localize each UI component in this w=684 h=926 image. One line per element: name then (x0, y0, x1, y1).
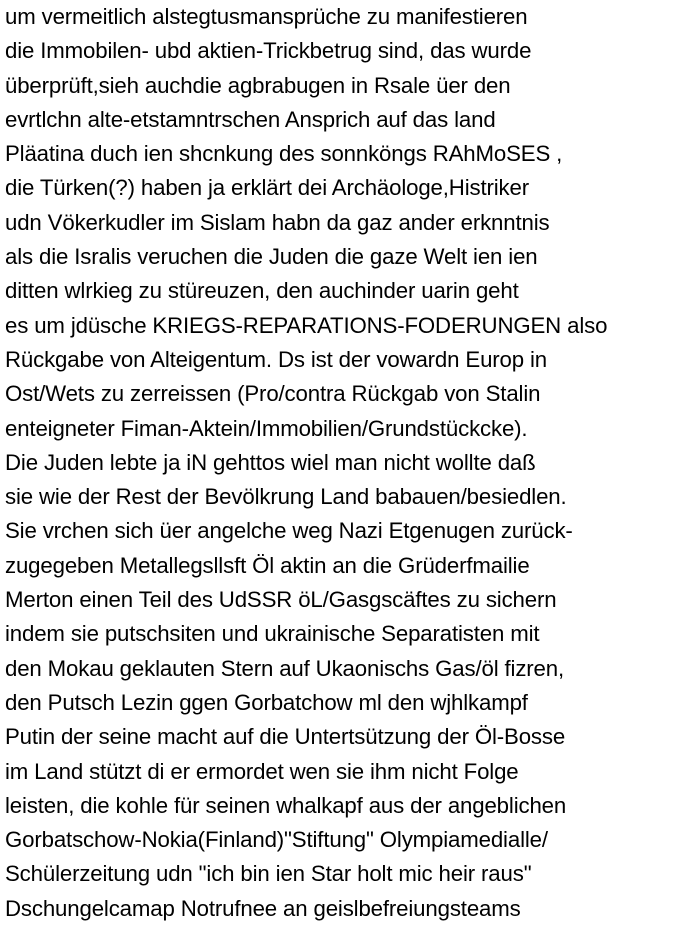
text-line: den Putsch Lezin ggen Gorbatchow ml den wjhlkampf (5, 689, 528, 715)
text-line: den Mokau geklauten Stern auf Ukaonischs Gas/öl fizren, (5, 655, 565, 681)
text-line: Merton einen Teil des UdSSR öL/Gasgscäftes zu sichern (5, 587, 557, 613)
text-line: sie wie der Rest der Bevölkrung Land babauen/besiedlen. (5, 484, 567, 510)
text-line: die Immobilen- ubd aktien-Trickbetrug sind, das wurde (5, 38, 532, 64)
text-line: Rückgabe von Alteigentum. Ds ist der vowardn Europ in (5, 346, 548, 372)
text-line: Pläatina duch ien shcnkung des sonnköngs RAhMoSES , (5, 141, 563, 167)
text-line: Ost/Wets zu zerreissen (Pro/contra Rückgab von Stalin (5, 381, 541, 407)
text-line: Schülerzeitung udn "ich bin ien Star holt mic heir raus" (5, 861, 532, 887)
text-line: leisten, die kohle für seinen whalkapf aus der angeblichen (5, 792, 567, 818)
text-line: zugegeben Metallegsllsft Öl aktin an die Grüderfmailie (5, 552, 530, 578)
document-text (5, 0, 684, 926)
text-line: als die Isralis veruchen die Juden die gaze Welt ien ien (5, 244, 538, 270)
text-line: ditten wlrkieg zu stüreuzen, den auchinder uarin geht (5, 278, 519, 304)
text-line: überprüft,sieh auchdie agbrabugen in Rsale üer den (5, 72, 511, 98)
text-line: um vermeitlich alstegtusmansprüche zu manifestieren (5, 4, 528, 29)
text-line: Die Juden lebte ja iN gehttos wiel man nicht wollte daß (5, 449, 536, 475)
text-line: es um jdüsche KRIEGS-REPARATIONS-FODERUNGEN also (5, 312, 608, 338)
text-line: Sie vrchen sich üer angelche weg Nazi Etgenugen zurück- (5, 518, 573, 544)
text-line: indem sie putschsiten und ukrainische Separatisten mit (5, 621, 540, 647)
text-line: Dschungelcamap Notrufnee an geislbefreiungsteams (5, 895, 521, 921)
text-line: die Türken(?) haben ja erklärt dei Archäologe,Histriker (5, 175, 529, 201)
text-line: Gorbatschow-Nokia(Finland)"Stiftung" Olympiamedialle/ (5, 827, 548, 853)
text-line: evrtlchn alte-etstamntrschen Ansprich auf das land (5, 106, 496, 132)
text-line: udn Vökerkudler im Sislam habn da gaz ander erknntnis (5, 209, 550, 235)
text-line: im Land stützt di er ermordet wen sie ihm nicht Folge (5, 758, 519, 784)
text-line: enteigneter Fiman-Aktein/Immobilien/Grundstückcke). (5, 415, 528, 441)
text-line: Putin der seine macht auf die Untertsützung der Öl-Bosse (5, 724, 566, 750)
